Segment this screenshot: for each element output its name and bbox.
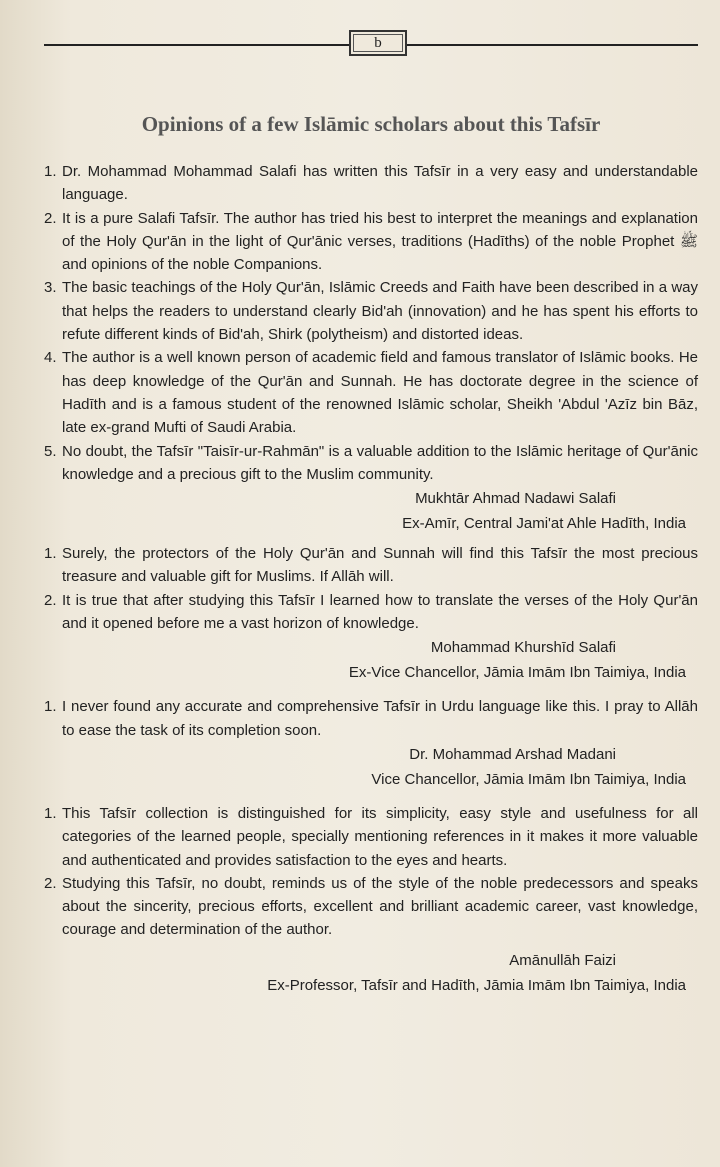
opinion-group [44,542,698,685]
list-item: 5. No doubt, the Tafsīr "Taisīr-ur-Rahmān" is a valuable addition to the Islāmic heritage of Qur'ānic knowledge and a precious gift to the Muslim community. [44,442,698,483]
signature-block [44,486,698,536]
page-title: Opinions of a few Islāmic scholars about this Tafsīr [141,112,601,136]
signature-block [44,635,698,685]
list-item: 1. I never found any accurate and comprehensive Tafsīr in Urdu language like this. I pray to Allāh to ease the task of its completion soon. [44,698,698,739]
list-item: 1. This Tafsīr collection is distinguished for its simplicity, easy style and usefulness for all categories of the learned people, specially mentioning references in it makes it more valuable and authenticated and provides satisfaction to the eyes and hearts. [44,804,698,869]
list-item: 2. It is a pure Salafi Tafsīr. The author has tried his best to interpret the meanings and explanation of the Holy Qur'ān in the light of Qur'ānic verses, traditions (Hadīths) of the noble Prophet ﷺ and opinions of the noble Companions. [44,209,698,274]
list-item: 1. Surely, the protectors of the Holy Qur'ān and Sunnah will find this Tafsīr the most precious treasure and valuable gift for Muslims. If Allāh will. [44,545,698,586]
list-item: 2. It is true that after studying this Tafsīr I learned how to translate the verses of the Holy Qur'ān and it opened before me a vast horizon of knowledge. [44,591,698,633]
scholar-name: Dr. Mohammad Arshad Madani [409,745,616,763]
scholar-position: Ex-Vice Chancellor, Jāmia Imām Ibn Taimiya, India [348,664,686,682]
scholar-name: Mohammad Khurshīd Salafi [430,639,616,657]
page-number: b [349,30,407,56]
opinion-group [44,802,698,998]
scholar-position: Ex-Amīr, Central Jami'at Ahle Hadīth, India [402,515,686,533]
opinion-group [44,695,698,792]
list-item: 2. Studying this Tafsīr, no doubt, reminds us of the style of the noble predecessors and speaks about the sincerity, precious efforts, excellent and brilliant academic career, vast knowledge, courage and determination of the author. [44,874,698,939]
header-rule [44,30,698,62]
opinions-content [44,160,698,998]
signature-block [44,948,698,998]
signature-block [44,742,698,792]
opinion-group [44,160,698,536]
list-item: 4. The author is a well known person of academic field and famous translator of Islāmic books. He has deep knowledge of the Qur'ān and Sunnah. He has doctorate degree in the science of Hadīth and is a famous student of the renowned Islāmic scholar, Sheikh 'Abdul 'Azīz bin Bāz, late ex-grand Mufti of Saudi Arabia. [44,349,698,437]
scholar-position: Ex-Professor, Tafsīr and Hadīth, Jāmia Imām Ibn Taimiya, India [267,976,686,994]
list-item: 1. Dr. Mohammad Mohammad Salafi has written this Tafsīr in a very easy and understandable language. [44,163,698,204]
scholar-position: Vice Chancellor, Jāmia Imām Ibn Taimiya, India [371,770,686,788]
list-item: 3. The basic teachings of the Holy Qur'ān, Islāmic Creeds and Faith have been described in a way that helps the readers to understand clearly Bid'ah (innovation) and he has spent his efforts to refute different kinds of Bid'ah, Shirk (polytheism) and distorted ideas. [44,279,698,344]
scholar-name: Amānullāh Faizi [509,951,616,969]
scholar-name: Mukhtār Ahmad Nadawi Salafi [415,490,616,508]
